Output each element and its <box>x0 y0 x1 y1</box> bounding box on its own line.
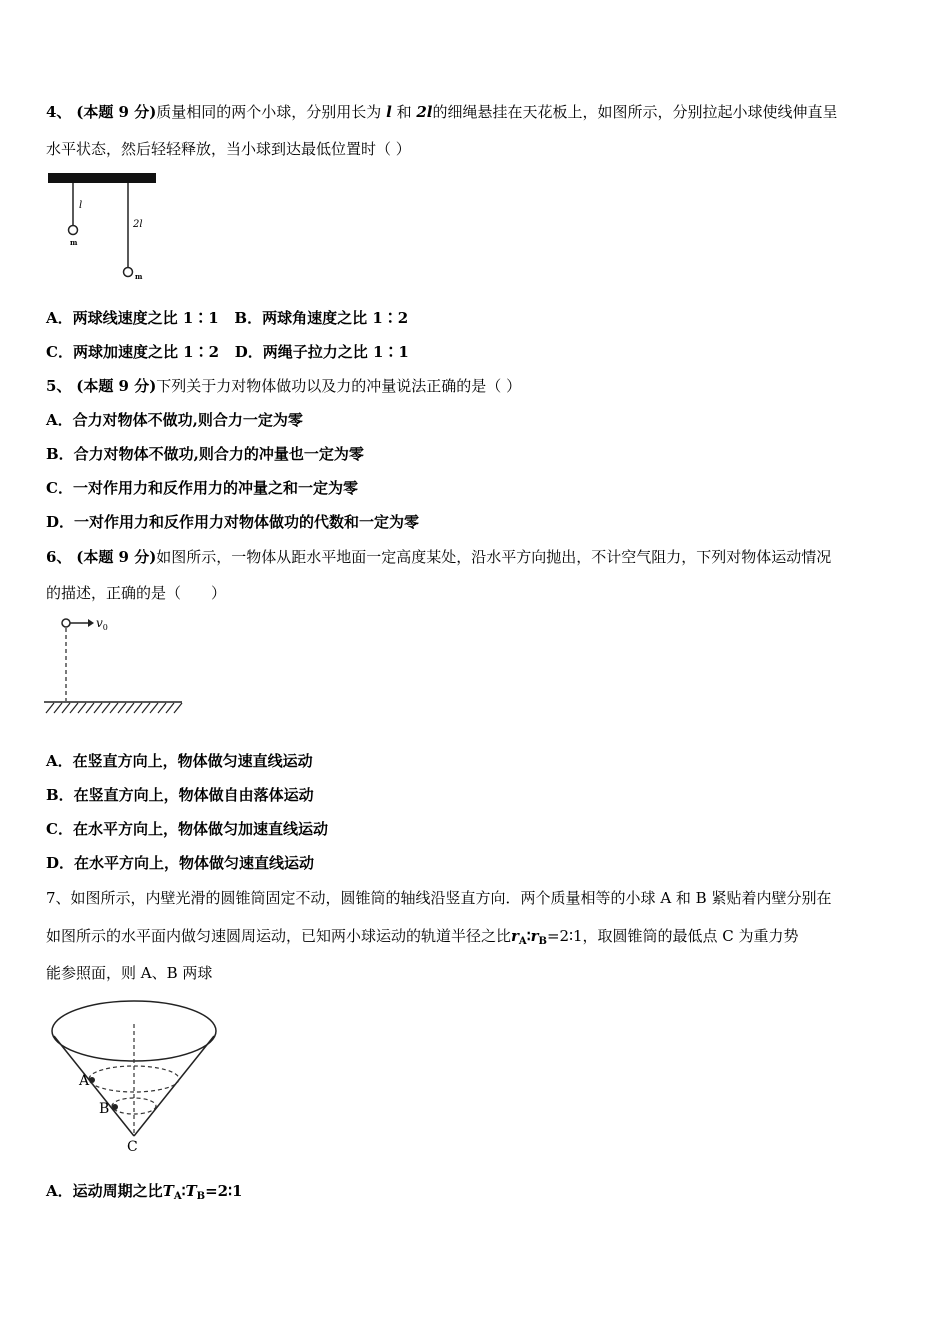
label-c: C <box>127 1139 138 1155</box>
q5-number: 5、 <box>46 377 72 395</box>
label-v0: $v_0$ <box>96 616 108 632</box>
projectile-ball <box>62 619 70 627</box>
cone-right-wall <box>134 1036 214 1136</box>
q7-option-a: A．运动周期之比$T_A∶T_B=2∶1$ <box>46 1182 243 1202</box>
velocity-arrow-icon <box>88 619 94 627</box>
q7-cone-figure <box>46 994 221 1156</box>
q4-option-d: D．两绳子拉力之比 1∶1 <box>234 343 409 361</box>
q7-stem-line1: 7、如图所示，内壁光滑的圆锥筒固定不动，圆锥筒的轴线沿竖直方向．两个质量相等的小球 A 和 B 紧贴着内壁分别在 <box>46 889 832 907</box>
q4-length-2l: 2l <box>416 103 433 121</box>
ball-b <box>112 1104 118 1110</box>
ceiling-bar <box>48 173 156 183</box>
q5-score-tag: (本题 9 分) <box>76 377 157 395</box>
q4-text-b: 和 <box>396 103 412 121</box>
ball-a <box>89 1077 95 1083</box>
q6-projectile-figure <box>44 612 184 720</box>
q4-option-b: B．两球角速度之比 1∶2 <box>234 309 409 327</box>
q6-option-b: B．在竖直方向上，物体做自由落体运动 <box>46 786 314 804</box>
q4-text-c: 的细绳悬挂在天花板上，如图所示，分别拉起小球使线伸直呈 <box>432 103 838 121</box>
label-a: A <box>79 1073 90 1089</box>
q4-option-c: C．两球加速度之比 1∶2 <box>46 343 220 361</box>
q4-text-a: 质量相同的两个小球，分别用长为 <box>156 103 382 121</box>
q7-stem-line2: 如图所示的水平面内做匀速圆周运动，已知两小球运动的轨道半径之比$r_A∶r_B=2∶1$，取圆锥筒的最低点 C 为重力势 <box>46 927 799 947</box>
label-l: l <box>79 200 83 211</box>
label-m2: m <box>135 272 143 281</box>
q4-score-tag: (本题 9 分) <box>76 103 157 121</box>
q6-option-a: A．在竖直方向上，物体做匀速直线运动 <box>46 752 313 770</box>
q5-text: 下列关于力对物体做功以及力的冲量说法正确的是（ ） <box>156 377 522 395</box>
label-b: B <box>99 1101 110 1117</box>
q5-option-a: A．合力对物体不做功,则合力一定为零 <box>46 411 303 429</box>
q7-text-a: 如图所示的水平面内做匀速圆周运动，已知两小球运动的轨道半径之比 <box>46 927 512 945</box>
q5-stem <box>46 376 521 396</box>
q4-stem-line2: 水平状态，然后轻轻释放，当小球到达最低位置时（ ） <box>46 140 411 158</box>
q4-option-a: A．两球线速度之比 1∶1 <box>46 309 219 327</box>
q4-options-row2 <box>46 342 409 362</box>
q4-options-row1 <box>46 308 408 328</box>
q7-text-b: =2∶1，取圆锥筒的最低点 C 为重力势 <box>546 927 799 945</box>
label-2l: 2l <box>133 219 143 230</box>
q5-option-c: C．一对作用力和反作用力的冲量之和一定为零 <box>46 479 358 497</box>
q6-number: 6、 <box>46 548 72 566</box>
q5-option-d: D．一对作用力和反作用力对物体做功的代数和一定为零 <box>46 513 420 531</box>
q6-option-c: C．在水平方向上，物体做匀加速直线运动 <box>46 820 328 838</box>
q6-option-d: D．在水平方向上，物体做匀速直线运动 <box>46 854 315 872</box>
q4-length-l: l <box>386 103 392 121</box>
q6-stem-line2: 的描述，正确的是（ ） <box>46 584 227 602</box>
q4-number: 4、 <box>46 103 72 121</box>
q6-text: 如图所示，一物体从距水平地面一定高度某处，沿水平方向抛出，不计空气阻力，下列对物体运动情况 <box>156 548 832 566</box>
q6-stem-line1 <box>46 547 831 567</box>
ground-hatching <box>46 703 182 713</box>
q5-option-b: B．合力对物体不做功,则合力的冲量也一定为零 <box>46 445 364 463</box>
q7-stem-line3: 能参照面，则 A、B 两球 <box>46 964 213 982</box>
ball-long <box>124 268 133 277</box>
ball-short <box>69 226 78 235</box>
q4-stem-line1 <box>46 102 838 122</box>
q6-score-tag: (本题 9 分) <box>76 548 157 566</box>
cone-left-wall <box>54 1036 134 1136</box>
label-m1: m <box>70 238 78 247</box>
q4-pendulum-figure <box>46 170 161 285</box>
